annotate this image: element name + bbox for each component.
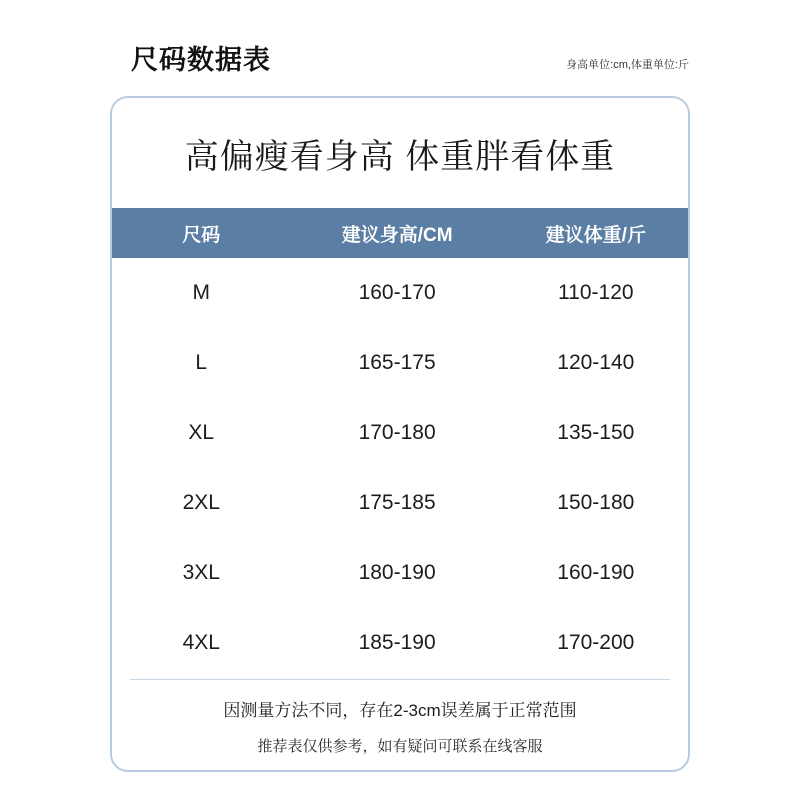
column-header-weight: 建议体重/斤 [545, 224, 646, 246]
cell-weight: 160-190 [557, 561, 635, 584]
page-title: 尺码数据表 [131, 45, 271, 75]
cell-weight: 120-140 [557, 351, 635, 374]
cell-size: XL [188, 421, 215, 444]
table-row [112, 468, 688, 538]
table-row [112, 608, 688, 678]
table-row [112, 398, 688, 468]
cell-size: L [195, 351, 208, 374]
footer-note-service: 推荐表仅供参考，如有疑问可联系在线客服 [257, 738, 543, 755]
table-row [112, 328, 688, 398]
cell-size: M [192, 281, 211, 304]
cell-size: 3XL [182, 561, 220, 584]
cell-size: 4XL [182, 631, 220, 654]
cell-weight: 150-180 [557, 491, 635, 514]
cell-weight: 170-200 [557, 631, 635, 654]
column-header-height: 建议身高/CM [341, 224, 453, 246]
table-row [112, 258, 688, 328]
cell-weight: 110-120 [558, 281, 634, 304]
chart-banner [112, 98, 688, 208]
size-chart-card [110, 96, 690, 772]
column-header-size: 尺码 [182, 224, 221, 246]
cell-height: 170-180 [358, 421, 436, 444]
table-header-row [112, 208, 688, 258]
footer-note-measurement: 因测量方法不同，存在2-3cm误差属于正常范围 [223, 701, 577, 720]
units-note: 身高单位:cm,体重单位:斤 [566, 59, 689, 71]
banner-text: 高偏瘦看身高 体重胖看体重 [184, 137, 616, 176]
cell-height: 180-190 [358, 561, 436, 584]
cell-weight: 135-150 [557, 421, 635, 444]
page-header [0, 38, 800, 78]
cell-height: 160-170 [358, 281, 436, 304]
table-body [112, 258, 688, 678]
table-row [112, 538, 688, 608]
cell-height: 165-175 [358, 351, 436, 374]
cell-height: 185-190 [358, 631, 436, 654]
cell-height: 175-185 [358, 491, 436, 514]
cell-size: 2XL [182, 491, 220, 514]
chart-footer [112, 679, 688, 756]
footer-divider [130, 679, 670, 680]
